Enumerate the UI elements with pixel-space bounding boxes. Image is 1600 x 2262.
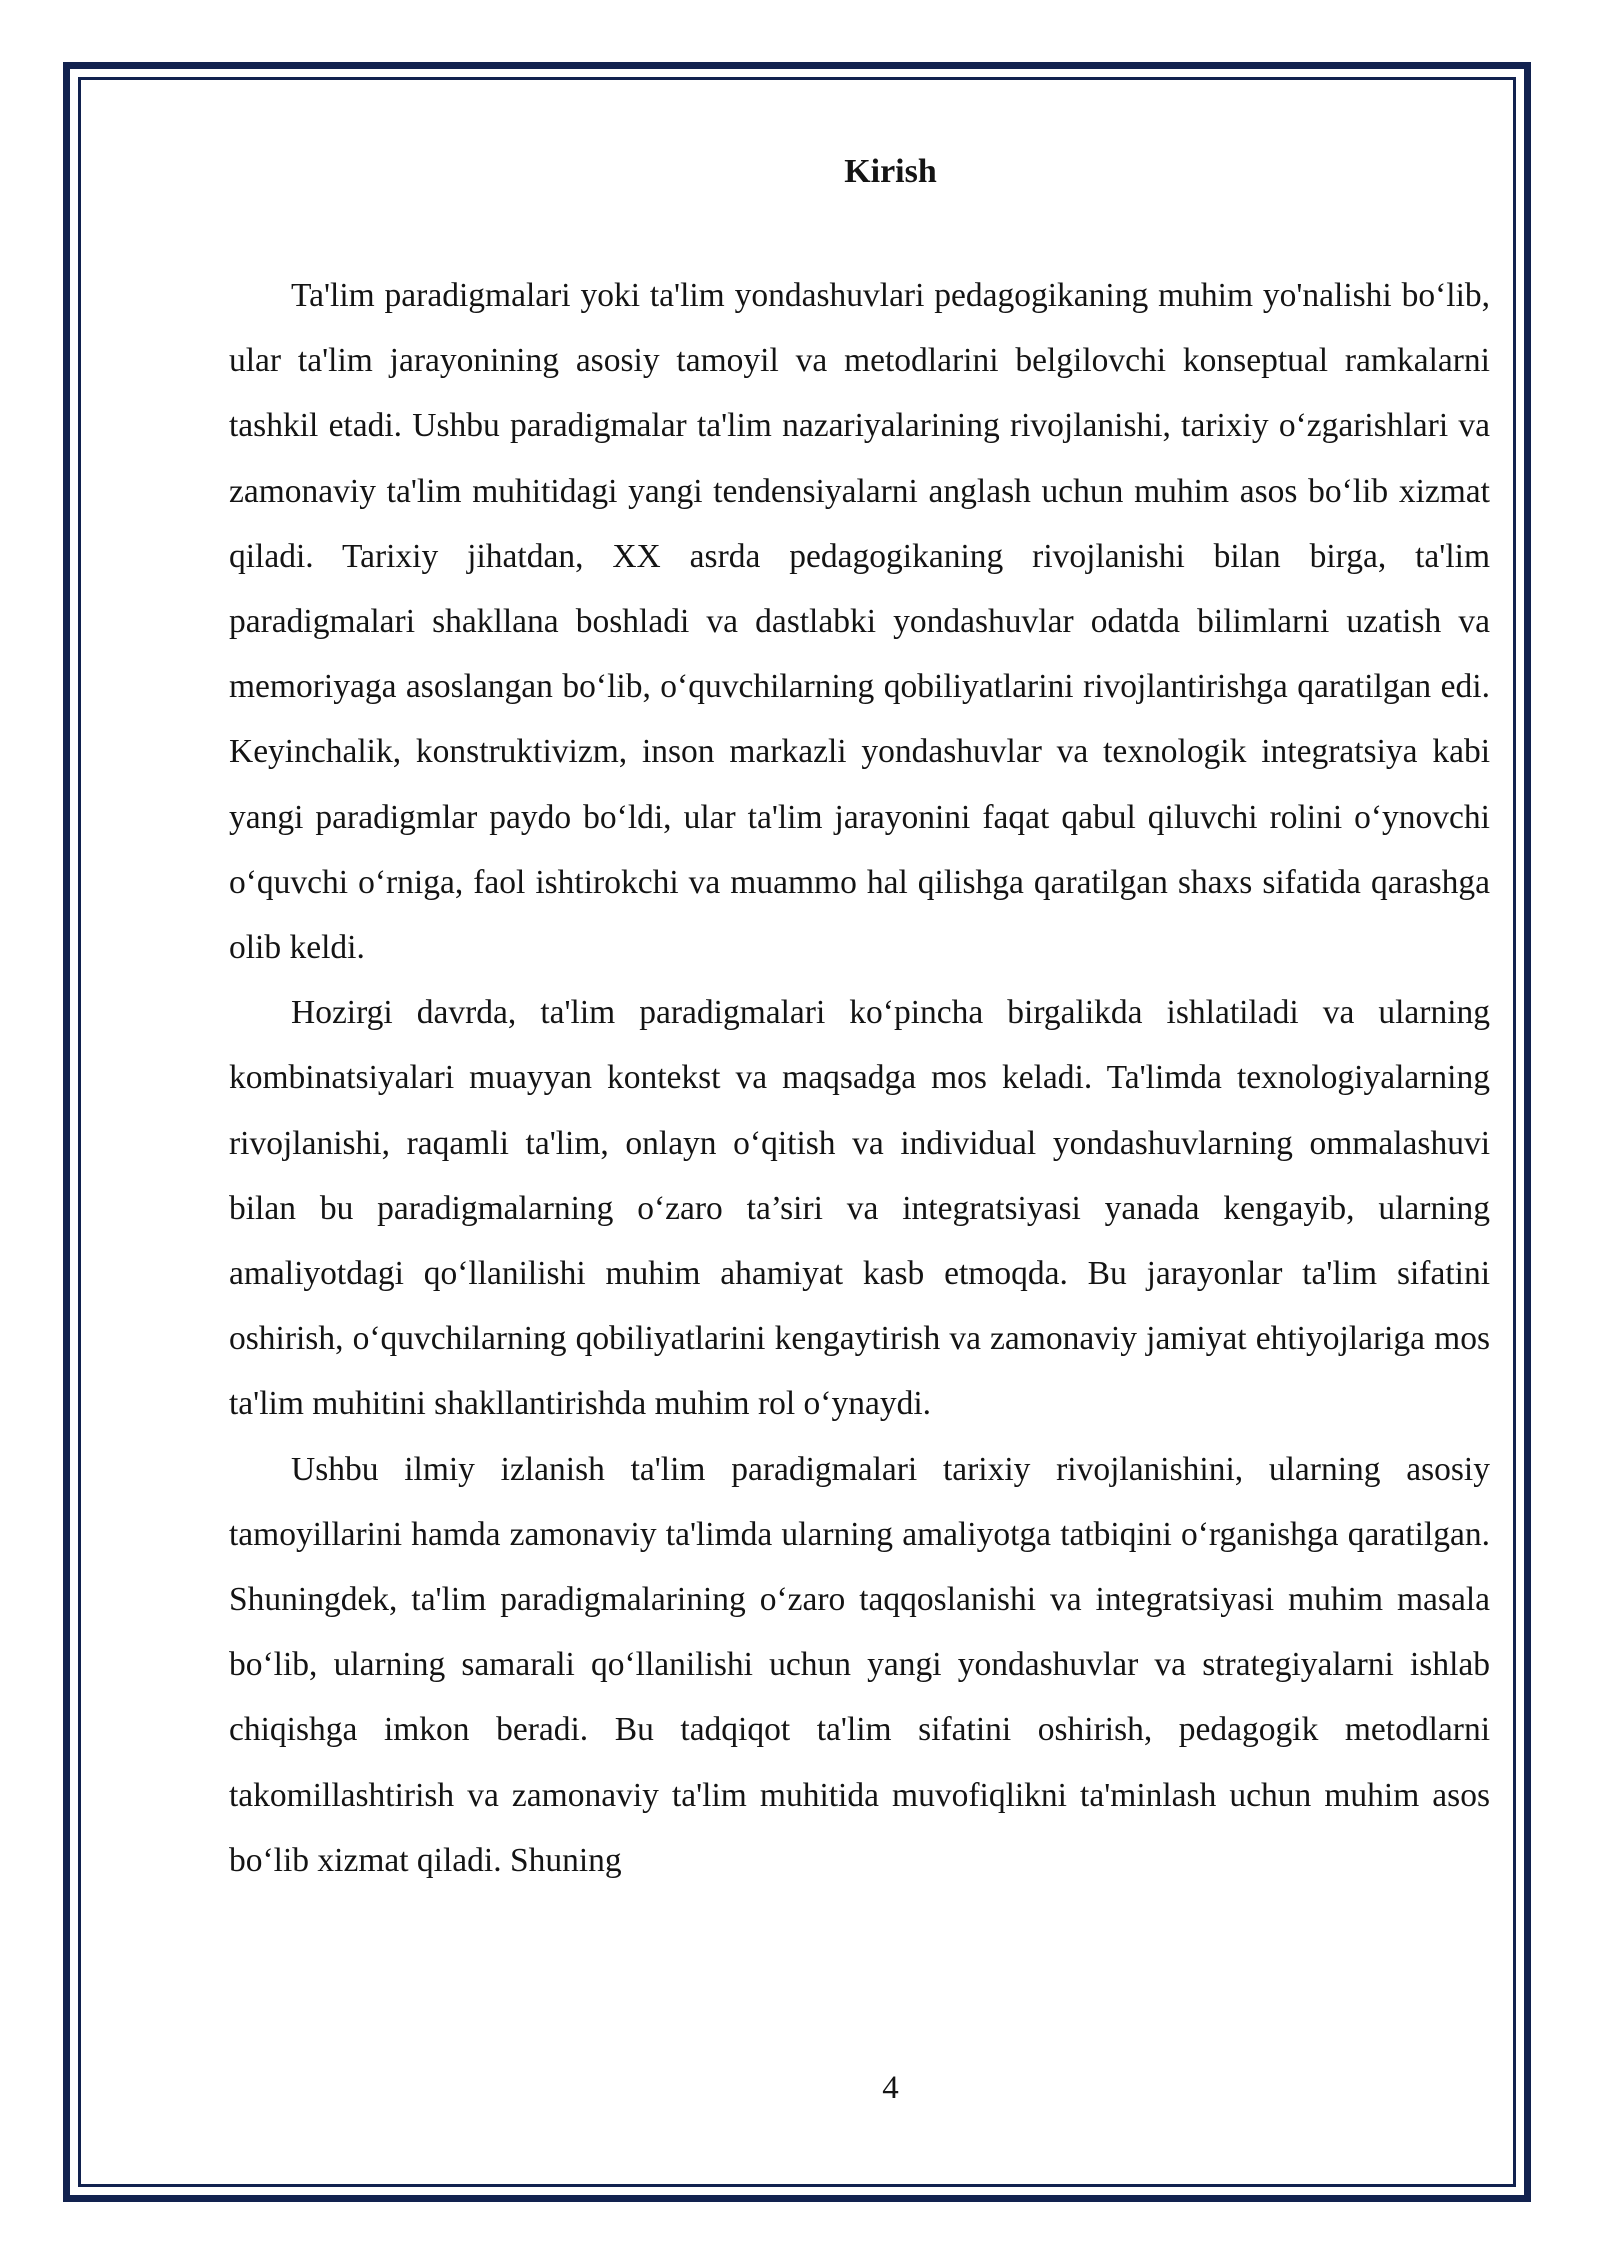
paragraph-3: Ushbu ilmiy izlanish ta'lim paradigmalari tarixiy rivojlanishini, ularning asosiy tamoyillarini hamda zamonaviy ta'limda ularning amaliyotga tatbiqini oʻrganishga qaratilgan. Shuningdek, ta'lim paradigmalarining oʻzaro taqqoslanishi va integratsiyasi muhim masala boʻlib, ularning samarali qoʻllanilishi uchun yangi yondashuvlar va strategiyalarni ishlab chiqishga imkon beradi. Bu tadqiqot ta'lim sifatini oshirish, pedagogik metodlarni takomillashtirish va zamonaviy ta'lim muhitida muvofiqlikni ta'minlash uchun muhim asos boʻlib xizmat qiladi. Shuning: [229, 1450, 1490, 1879]
paragraph-2: Hozirgi davrda, ta'lim paradigmalari koʻpincha birgalikda ishlatiladi va ularning kombinatsiyalari muayyan kontekst va maqsadga mos keladi. Ta'limda texnologiyalarning rivojlanishi, raqamli ta'lim, onlayn oʻqitish va individual yondashuvlarning ommalashuvi bilan bu paradigmalarning oʻzaro ta’siri va integratsiyasi yanada kengayib, ularning amaliyotdagi qoʻllanilishi muhim ahamiyat kasb etmoqda. Bu jarayonlar ta'lim sifatini oshirish, oʻquvchilarning qobiliyatlarini kengaytirish va zamonaviy jamiyat ehtiyojlariga mos ta'lim muhitini shakllantirishda muhim rol oʻynaydi.: [229, 994, 1490, 1423]
page-title: Kirish: [844, 153, 937, 190]
page-number: 4: [882, 2070, 899, 2106]
paragraph-1: Ta'lim paradigmalari yoki ta'lim yondashuvlari pedagogikaning muhim yo'nalishi boʻlib, ular ta'lim jarayonining asosiy tamoyil va metodlarini belgilovchi konseptual ramkalarni tashkil etadi. Ushbu paradigmalar ta'lim nazariyalarining rivojlanishi, tarixiy oʻzgarishlari va zamonaviy ta'lim muhitidagi yangi tendensiyalarni anglash uchun muhim asos boʻlib xizmat qiladi. Tarixiy jihatdan, XX asrda pedagogikaning rivojlanishi bilan birga, ta'lim paradigmalari shakllana boshladi va dastlabki yondashuvlar odatda bilimlarni uzatish va memoriyaga asoslangan boʻlib, oʻquvchilarning qobiliyatlarini rivojlantirishga qaratilgan edi. Keyinchalik, konstruktivizm, inson markazli yondashuvlar va texnologik integratsiya kabi yangi paradigmlar paydo boʻldi, ular ta'lim jarayonini faqat qabul qiluvchi rolini oʻynovchi oʻquvchi oʻrniga, faol ishtirokchi va muammo hal qilishga qaratilgan shaxs sifatida qarashga olib keldi.: [229, 277, 1490, 967]
document-body: [229, 263, 1490, 1893]
